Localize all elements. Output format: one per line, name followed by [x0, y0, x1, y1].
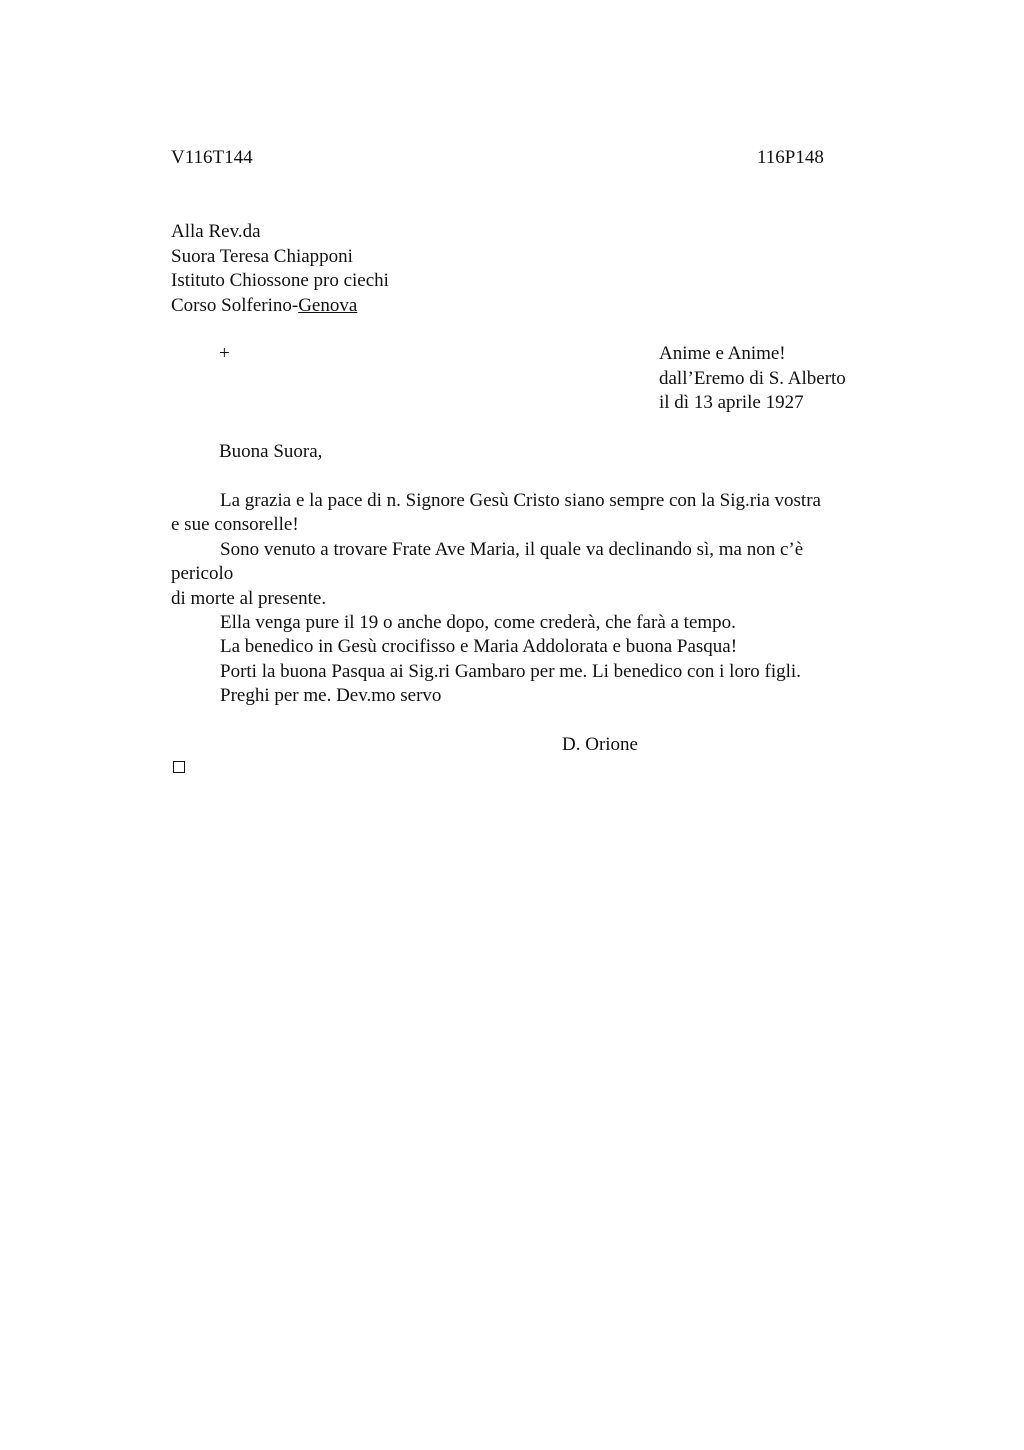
- address-city: Genova: [298, 294, 358, 316]
- body-paragraph-2-line-3: di morte al presente.: [171, 587, 327, 609]
- address-street: Corso Solferino-: [171, 294, 299, 316]
- body-paragraph-2-line-1: Sono venuto a trovare Frate Ave Maria, il quale va declinando sì, ma non c’è: [220, 538, 804, 560]
- signature: D. Orione: [562, 734, 638, 755]
- dateline-date: il dì 13 aprile 1927: [659, 392, 804, 413]
- salutation: Buona Suora,: [219, 441, 323, 462]
- dateline-motto: Anime e Anime!: [659, 343, 786, 364]
- dateline-place: dall’Eremo di S. Alberto: [659, 367, 846, 389]
- body-paragraph-2-line-2: pericolo: [171, 563, 234, 585]
- body-paragraph-4: La benedico in Gesù crocifisso e Maria Addolorata e buona Pasqua!: [220, 636, 738, 658]
- body-paragraph-5: Porti la buona Pasqua ai Sig.ri Gambaro per me. Li benedico con i loro figli.: [220, 660, 801, 682]
- body-paragraph-6: Preghi per me. Dev.mo servo: [220, 685, 442, 707]
- body-paragraph-3: Ella venga pure il 19 o anche dopo, come crederà, che farà a tempo.: [220, 612, 736, 634]
- body-paragraph-1-line-2: e sue consorelle!: [171, 514, 299, 536]
- address-line-2: Suora Teresa Chiapponi: [171, 245, 353, 267]
- address-line-1: Alla Rev.da: [171, 221, 261, 242]
- document-code-left: V116T144: [171, 147, 253, 168]
- empty-square-icon: [173, 761, 185, 773]
- cross-symbol: +: [219, 343, 230, 364]
- letter-body: [171, 489, 861, 709]
- document-code-right: 116P148: [757, 147, 824, 168]
- body-paragraph-1-line-1: La grazia e la pace di n. Signore Gesù Cristo siano sempre con la Sig.ria vostra: [220, 490, 821, 511]
- address-line-3: Istituto Chiossone pro ciechi: [171, 270, 389, 291]
- address-line-4: [171, 294, 357, 318]
